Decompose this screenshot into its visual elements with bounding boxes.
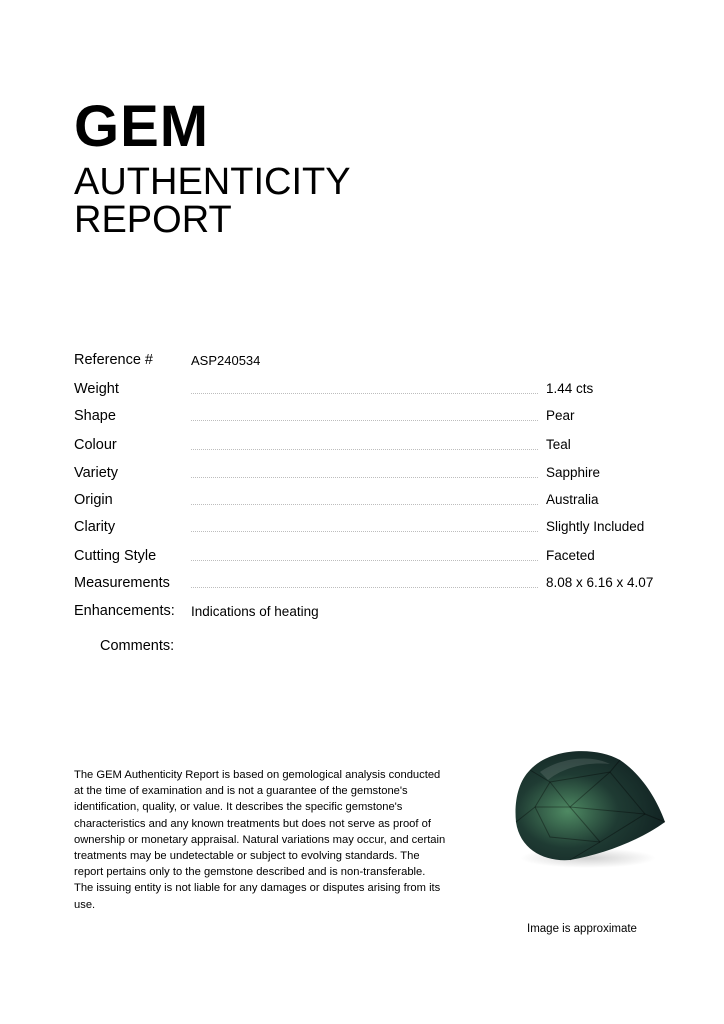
field-row-clarity xyxy=(74,519,674,539)
image-caption: Image is approximate xyxy=(527,923,637,935)
leader-line xyxy=(191,587,538,588)
field-row-colour xyxy=(74,437,674,457)
field-label: Weight xyxy=(74,381,119,397)
report-subtitle xyxy=(74,163,351,239)
field-row-variety xyxy=(74,465,674,485)
leader-line xyxy=(191,420,538,421)
field-row-shape xyxy=(74,408,674,428)
gemstone-image xyxy=(510,742,670,872)
field-value: Slightly Included xyxy=(546,519,645,534)
field-label: Clarity xyxy=(74,519,116,535)
reference-label: Reference # xyxy=(74,352,153,368)
leader-line xyxy=(191,393,538,394)
field-label: Measurements xyxy=(74,575,170,591)
field-label: Colour xyxy=(74,437,117,453)
leader-line xyxy=(191,531,538,532)
field-label: Shape xyxy=(74,408,116,424)
disclaimer-text: The GEM Authenticity Report is based on gemological analysis conducted at the time of examination and is not a guarantee of the gemstone's identification, quality, or value. It describes the specific gemstone's characteristics and any known treatments but does not serve as proof of ownership or monetary appraisal. Natural variations may occur, and certain treatments may be undetectable or subject to evolving standards. The report pertains only to the gemstone described and is non-transferable. The issuing entity is not liable for any damages or disputes arising from its use. xyxy=(74,769,446,911)
field-value: 8.08 x 6.16 x 4.07 xyxy=(546,575,654,590)
field-label: Cutting Style xyxy=(74,548,157,564)
reference-value: ASP240534 xyxy=(191,353,261,368)
enhancements-label: Enhancements: xyxy=(74,603,175,619)
field-value: Australia xyxy=(546,492,599,507)
field-row-weight xyxy=(74,381,674,401)
comments-label: Comments: xyxy=(100,638,175,654)
leader-line xyxy=(191,504,538,505)
leader-line xyxy=(191,477,538,478)
leader-line xyxy=(191,449,538,450)
field-value: Faceted xyxy=(546,548,595,563)
field-row-measurements xyxy=(74,575,674,595)
field-value: Teal xyxy=(546,437,571,452)
field-label: Origin xyxy=(74,492,113,508)
subtitle-line-2: REPORT xyxy=(74,199,232,241)
enhancements-value: Indications of heating xyxy=(191,604,319,619)
field-label: Variety xyxy=(74,465,119,481)
subtitle-line-1: AUTHENTICITY xyxy=(74,161,351,203)
gem-body xyxy=(516,751,665,860)
field-value: Pear xyxy=(546,408,575,423)
field-row-origin xyxy=(74,492,674,512)
leader-line xyxy=(191,560,538,561)
field-value: 1.44 cts xyxy=(546,381,594,396)
field-value: Sapphire xyxy=(546,465,601,480)
field-row-cutting-style xyxy=(74,548,674,568)
brand-title: GEM xyxy=(74,94,210,159)
